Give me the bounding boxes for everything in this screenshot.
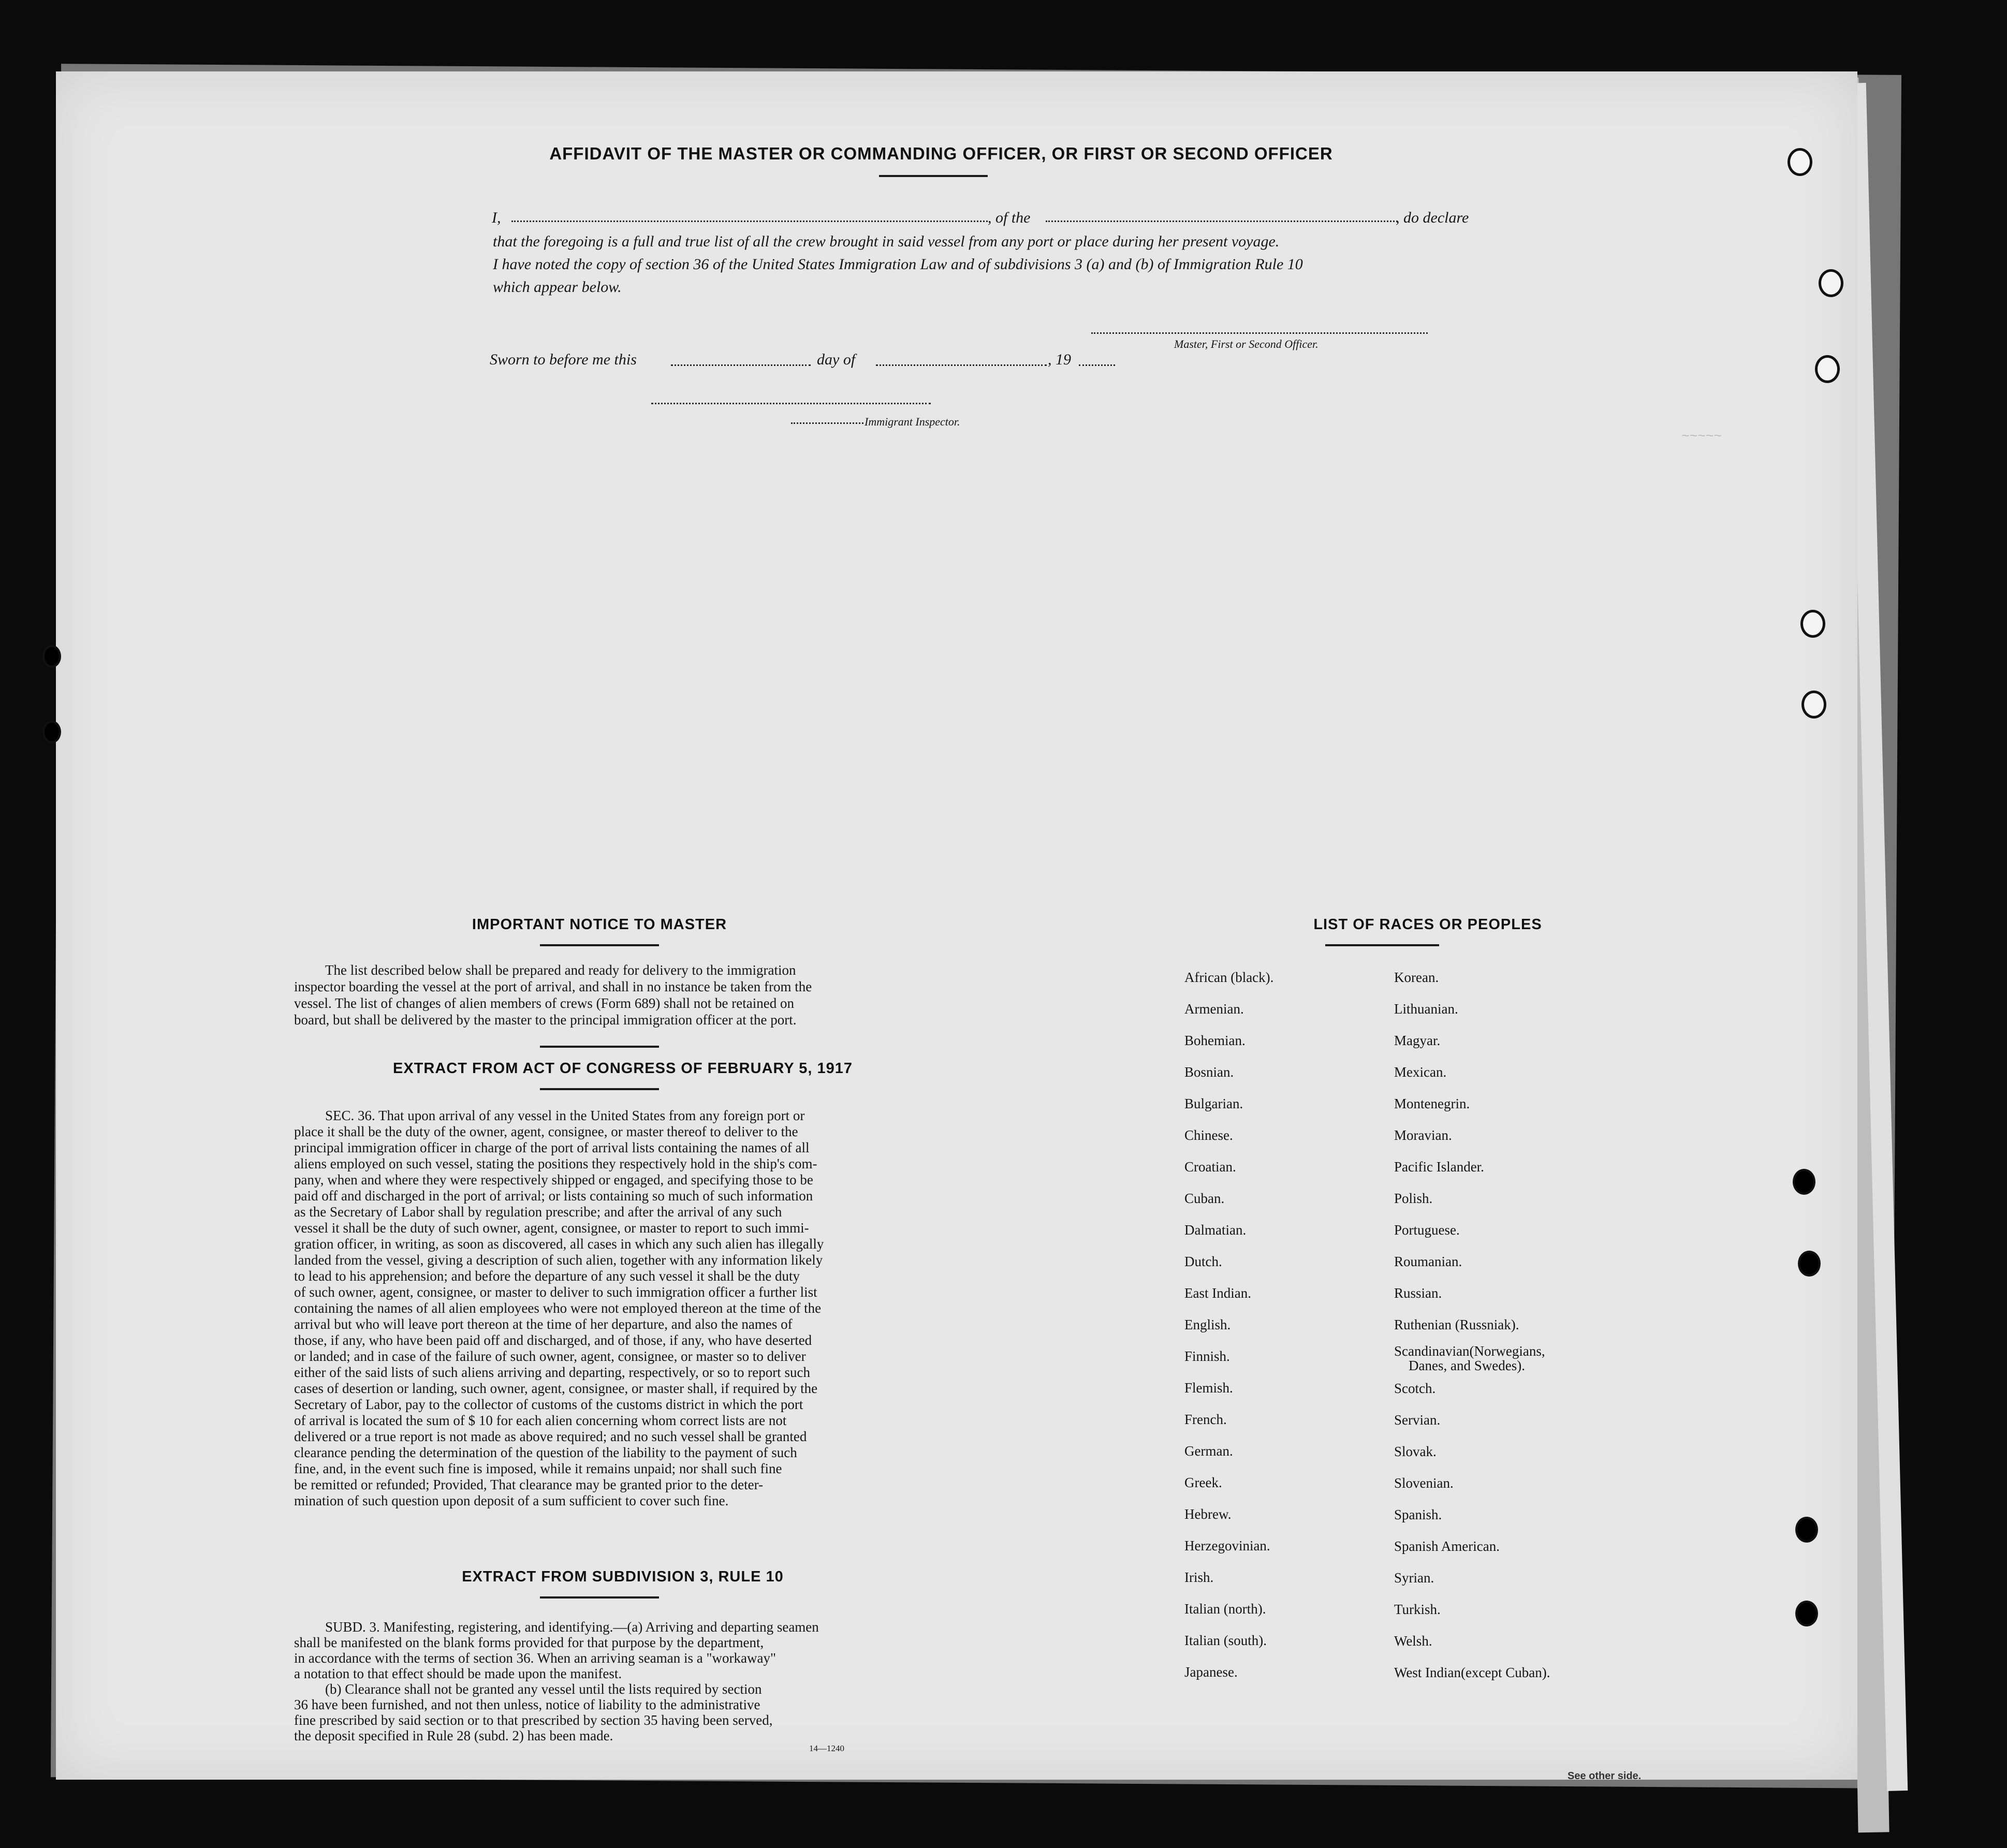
- bleed-through: ~~~~~: [1681, 429, 1722, 444]
- race-item: Scotch.: [1394, 1381, 1436, 1396]
- divider: [540, 1088, 659, 1090]
- race-item: Moravian.: [1394, 1127, 1452, 1143]
- rule-line: SUBD. 3. Manifesting, registering, and identifying.—(a) Arriving and departing seamen: [325, 1619, 819, 1635]
- race-item-line: Scandinavian(Norwegians,: [1394, 1343, 1545, 1359]
- notice-line: vessel. The list of changes of alien members of crews (Form 689) shall not be retained on: [294, 995, 794, 1011]
- act-line: either of the said lists of such aliens arriving and departing, respectively, or so to report such: [294, 1365, 810, 1380]
- affidavit-i: I,: [492, 209, 501, 226]
- binder-hole-icon: [1795, 1517, 1818, 1543]
- race-item: Dutch.: [1184, 1254, 1222, 1269]
- act-line: be remitted or refunded; Provided, That clearance may be granted prior to the deter-: [294, 1477, 764, 1492]
- act-line: pany, when and where they were respectively shipped or engaged, and specifying those to be: [294, 1172, 813, 1187]
- year-blank: [1079, 364, 1115, 366]
- race-item: Montenegrin.: [1394, 1096, 1470, 1111]
- month-blank: [876, 364, 1047, 366]
- act-line: delivered or a true report is not made as above required; and no such vessel shall be granted: [294, 1429, 807, 1444]
- act-line: containing the names of all alien employees who were not employed thereon at the time of the: [294, 1300, 822, 1316]
- notice-body: [294, 962, 951, 1028]
- rule-line: the deposit specified in Rule 28 (subd. 2) has been made.: [294, 1728, 613, 1743]
- binder-hole-icon: [1801, 691, 1826, 718]
- act-line: place it shall be the duty of the owner, agent, consignee, or master thereof to deliver to the: [294, 1124, 798, 1139]
- race-item: Russian.: [1394, 1285, 1442, 1301]
- binder-hole-icon: [1793, 1169, 1815, 1195]
- affidavit-of-the: , of the: [988, 209, 1031, 226]
- day-blank: [671, 364, 811, 366]
- binder-hole-icon: [1788, 148, 1812, 176]
- affidavit-line-4: which appear below.: [493, 278, 622, 296]
- act-line: of such owner, agent, consignee, or master to deliver to such immigration officer a further list: [294, 1284, 817, 1300]
- act-line: paid off and discharged in the port of arrival; or lists containing so much of such information: [294, 1188, 813, 1204]
- act-body: [294, 1108, 951, 1509]
- race-item: Pacific Islander.: [1394, 1159, 1484, 1175]
- affidavit-declare: , do declare: [1396, 209, 1469, 226]
- rule-line: a notation to that effect should be made upon the manifest.: [294, 1666, 622, 1681]
- act-line: cases of desertion or landing, such owner, agent, consignee, or master shall, if required by the: [294, 1381, 818, 1396]
- inspector-signature-line: [651, 403, 931, 404]
- race-item: Spanish American.: [1394, 1538, 1500, 1554]
- race-item: West Indian(except Cuban).: [1394, 1665, 1550, 1680]
- rule-body: [294, 1619, 951, 1743]
- race-item-line: Danes, and Swedes).: [1409, 1358, 1525, 1373]
- affidavit-line-3: I have noted the copy of section 36 of the United States Immigration Law and of subdivisions 3 (a) and (b) of Immigration Rule 10: [493, 256, 1303, 273]
- divider: [540, 944, 659, 946]
- act-line: or landed; and in case of the failure of such owner, agent, consignee, or master so to deliver: [294, 1348, 806, 1364]
- binder-hole-icon: [42, 721, 61, 743]
- race-item: Italian (north).: [1184, 1601, 1266, 1617]
- rule-line: shall be manifested on the blank forms provided for that purpose by the department,: [294, 1635, 764, 1650]
- rule-title: EXTRACT FROM SUBDIVISION 3, RULE 10: [462, 1568, 784, 1585]
- race-item: Roumanian.: [1394, 1254, 1462, 1269]
- act-line: clearance pending the determination of the question of the liability to the payment of such: [294, 1445, 797, 1460]
- race-item: Dalmatian.: [1184, 1222, 1247, 1238]
- race-item: Welsh.: [1394, 1633, 1432, 1649]
- race-item: Croatian.: [1184, 1159, 1236, 1175]
- races-title: LIST OF RACES OR PEOPLES: [1313, 916, 1542, 933]
- act-line: those, if any, who have been paid off and discharged, and of those, if any, who have deserted: [294, 1332, 812, 1348]
- race-item: Spanish.: [1394, 1507, 1442, 1522]
- act-line: Secretary of Labor, pay to the collector of customs of the customs district in which the port: [294, 1397, 803, 1412]
- affidavit-line-2: that the foregoing is a full and true list of all the crew brought in said vessel from any port or place during her present voyage.: [493, 233, 1280, 250]
- act-line: landed from the vessel, giving a description of such alien, together with any information likely: [294, 1252, 823, 1268]
- binder-hole-icon: [1798, 1251, 1821, 1277]
- race-item: East Indian.: [1184, 1285, 1251, 1301]
- race-item: Bohemian.: [1184, 1033, 1246, 1048]
- binder-hole-icon: [1815, 355, 1840, 383]
- race-item: Bosnian.: [1184, 1064, 1234, 1080]
- footer-note: See other side.: [1567, 1770, 1642, 1782]
- race-item: Turkish.: [1394, 1602, 1441, 1617]
- notice-title: IMPORTANT NOTICE TO MASTER: [472, 916, 727, 933]
- signature-caption: Master, First or Second Officer.: [1174, 338, 1319, 350]
- race-item: Armenian.: [1184, 1001, 1244, 1017]
- race-item: English.: [1184, 1317, 1231, 1332]
- race-item: Portuguese.: [1394, 1222, 1460, 1238]
- act-line: to lead to his apprehension; and before the departure of any such vessel it shall be the duty: [294, 1268, 800, 1284]
- binder-hole-icon: [42, 645, 61, 668]
- name-blank: [511, 221, 988, 222]
- sworn-day-of: day of: [817, 351, 856, 368]
- race-item: Polish.: [1394, 1191, 1433, 1206]
- binder-hole-icon: [1800, 610, 1825, 638]
- race-item: Greek.: [1184, 1475, 1222, 1490]
- race-item: Ruthenian (Russniak).: [1394, 1317, 1519, 1332]
- act-line: principal immigration officer in charge of the port of arrival lists containing the names of all: [294, 1140, 810, 1155]
- race-item: Finnish.: [1184, 1348, 1230, 1364]
- race-item: Chinese.: [1184, 1127, 1233, 1143]
- binder-hole-icon: [1819, 269, 1843, 297]
- affidavit-title: AFFIDAVIT OF THE MASTER OR COMMANDING OFFICER, OR FIRST OR SECOND OFFICER: [549, 144, 1333, 163]
- race-item: Slovenian.: [1394, 1475, 1454, 1491]
- race-item: Lithuanian.: [1394, 1001, 1458, 1017]
- act-line: as the Secretary of Labor shall by regulation prescribe; and after the arrival of any such: [294, 1204, 782, 1220]
- rule-line: in accordance with the terms of section 36. When an arriving seaman is a "workaway": [294, 1650, 776, 1666]
- divider: [879, 175, 988, 177]
- race-item: [1394, 1341, 1550, 1373]
- race-item: French.: [1184, 1412, 1227, 1427]
- act-line: of arrival is located the sum of $ 10 for each alien concerning whom correct lists are not: [294, 1413, 787, 1428]
- race-item: German.: [1184, 1443, 1233, 1459]
- rule-line: 36 have been furnished, and not then unless, notice of liability to the administrative: [294, 1697, 760, 1712]
- race-item: Mexican.: [1394, 1064, 1447, 1080]
- race-item: Herzegovinian.: [1184, 1538, 1270, 1553]
- race-item: African (black).: [1184, 970, 1274, 985]
- act-line: fine, and, in the event such fine is imposed, while it remains unpaid; nor shall such fine: [294, 1461, 782, 1476]
- race-item: Syrian.: [1394, 1570, 1434, 1586]
- race-item: Irish.: [1184, 1570, 1214, 1585]
- races-left-column: [1184, 962, 1273, 1688]
- signature-line: [1091, 332, 1428, 334]
- divider: [540, 1046, 659, 1048]
- notice-line: inspector boarding the vessel at the port of arrival, and shall in no instance be taken from the: [294, 979, 812, 994]
- race-item: Slovak.: [1394, 1444, 1437, 1459]
- inspector-lead-line: [791, 422, 863, 424]
- act-line: gration officer, in writing, as soon as discovered, all cases in which any such alien has illegally: [294, 1236, 824, 1252]
- sworn-prefix: Sworn to before me this: [490, 351, 637, 368]
- act-line: SEC. 36. That upon arrival of any vessel in the United States from any foreign port or: [325, 1108, 805, 1123]
- notice-line: board, but shall be delivered by the master to the principal immigration officer at the port.: [294, 1012, 797, 1028]
- race-item: Japanese.: [1184, 1664, 1238, 1680]
- rule-line: fine prescribed by said section or to that prescribed by section 35 having been served,: [294, 1712, 773, 1728]
- inspector-caption: Immigrant Inspector.: [865, 415, 960, 428]
- position-blank: [1046, 221, 1398, 222]
- act-line: arrival but who will leave port thereon at the time of her departure, and also the names of: [294, 1316, 793, 1332]
- race-item: Servian.: [1394, 1412, 1441, 1428]
- notice-line: The list described below shall be prepared and ready for delivery to the immigration: [325, 962, 796, 978]
- form-page: [56, 71, 1857, 1780]
- act-line: mination of such question upon deposit of a sum sufficient to cover such fine.: [294, 1493, 729, 1508]
- race-item: Italian (south).: [1184, 1633, 1267, 1648]
- binder-hole-icon: [1795, 1601, 1818, 1626]
- rule-line: (b) Clearance shall not be granted any vessel until the lists required by section: [325, 1681, 762, 1697]
- race-item: Flemish.: [1184, 1380, 1233, 1396]
- race-item: Korean.: [1394, 970, 1439, 985]
- act-line: aliens employed on such vessel, stating the positions they respectively hold in the ship's com-: [294, 1156, 817, 1171]
- divider: [1325, 944, 1439, 946]
- sworn-year: , 19: [1048, 351, 1071, 368]
- act-title: EXTRACT FROM ACT OF CONGRESS OF FEBRUARY 5, 1917: [392, 1060, 853, 1077]
- races-right-column: [1394, 962, 1550, 1689]
- divider: [540, 1596, 659, 1598]
- race-item: Magyar.: [1394, 1033, 1441, 1048]
- race-item: Cuban.: [1184, 1191, 1225, 1206]
- form-number: 14—1240: [809, 1743, 844, 1753]
- race-item: Hebrew.: [1184, 1506, 1232, 1522]
- act-line: vessel it shall be the duty of such owner, agent, consignee, or master to report to such immi-: [294, 1220, 809, 1236]
- race-item: Bulgarian.: [1184, 1096, 1243, 1111]
